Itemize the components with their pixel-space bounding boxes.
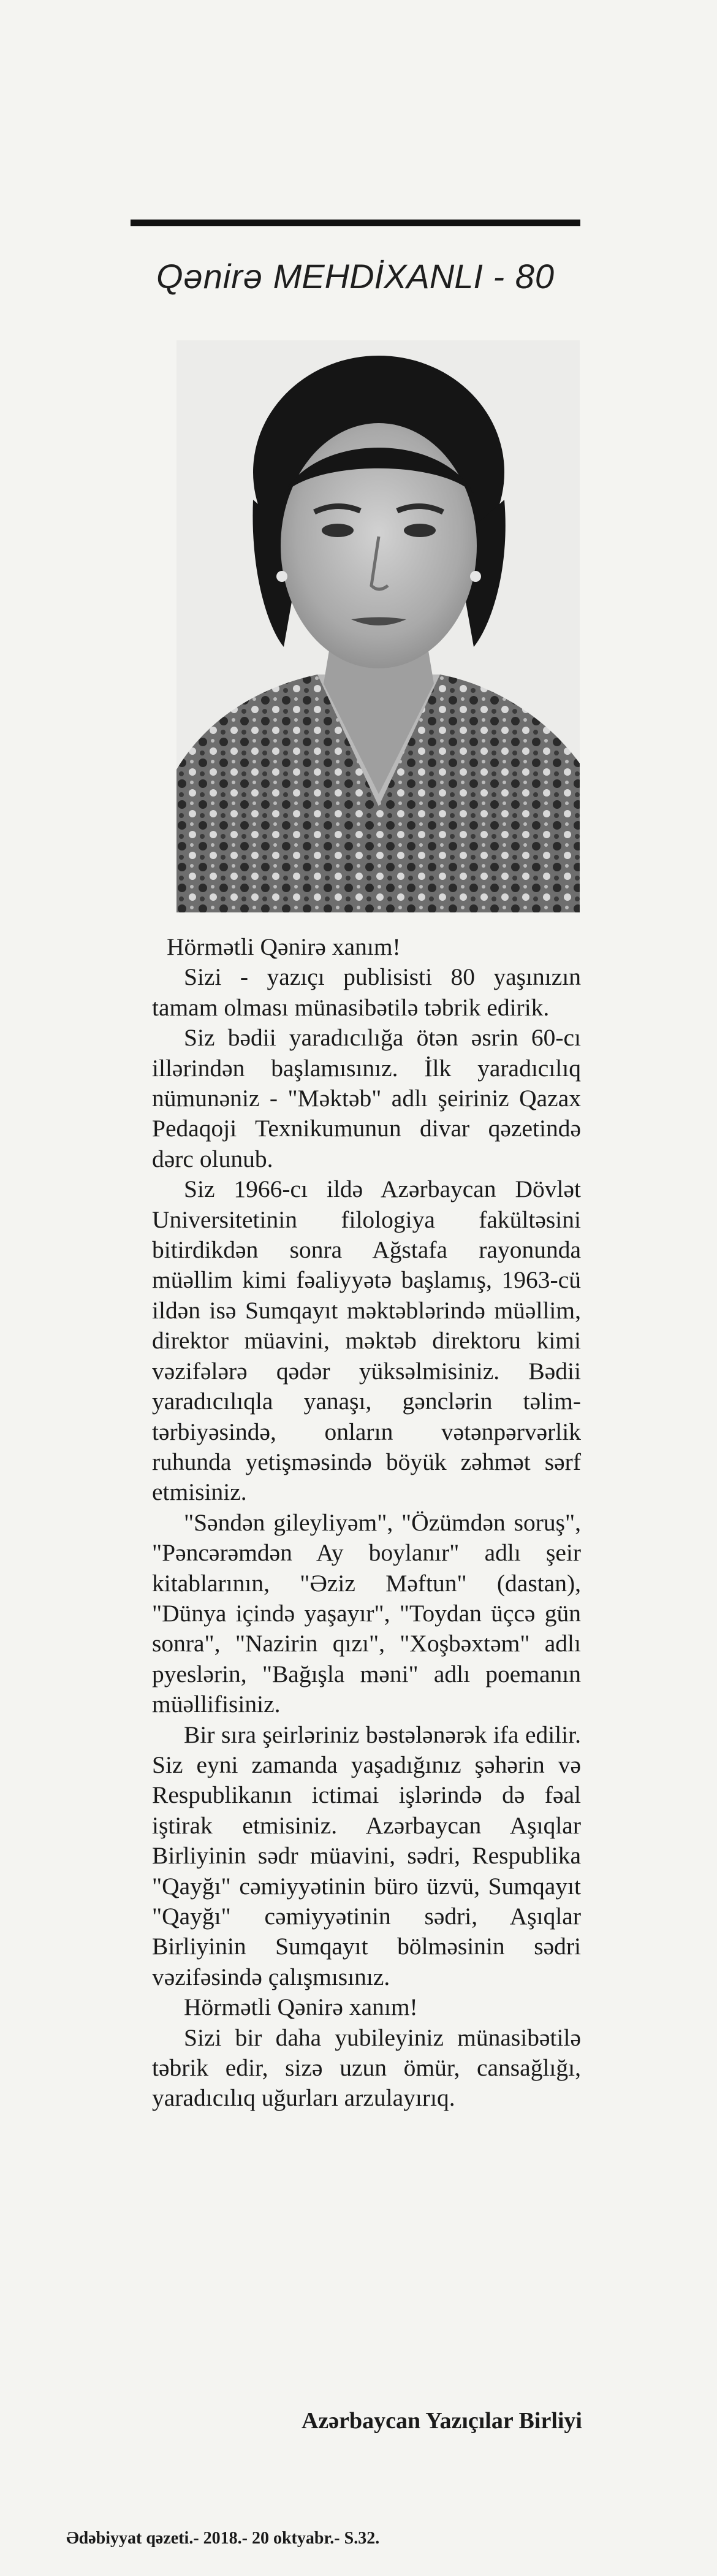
signature: Azərbaycan Yazıçılar Birliyi [301, 2408, 582, 2434]
paragraph: Sizi - yazıçı publisisti 80 yaşınızın tamam olması münasibətilə təbrik edirik. [152, 963, 581, 1021]
portrait-image [176, 340, 580, 912]
title-surname: MEHDİXANLI [273, 257, 483, 296]
paragraph: "Səndən gileyliyəm", "Özümdən soruş", "Pəncərəmdən Ay boylanır" adlı şeir kitablarının, "Əziz Məftun" (dastan), "Dünya içində yaşayır", "Toydan üçcə gün sonra", "Nazirin qızı", "Xoşbəxtəm" adlı pyeslərin, "Bağışla məni" adlı poemanın müəllifisiniz. [152, 1508, 581, 1718]
header-rule [131, 220, 580, 226]
portrait-photo [176, 340, 580, 912]
source-citation: Ədəbiyyat qəzeti.- 2018.- 20 oktyabr.- S.32. [66, 2529, 380, 2548]
greeting: Hörmətli Qənirə xanım! [167, 933, 401, 960]
article-title [123, 256, 588, 296]
title-suffix: - 80 [493, 257, 555, 296]
greeting: Hörmətli Qənirə xanım! [184, 1993, 418, 2021]
paragraph: Bir sıra şeirləriniz bəstələnərək ifa edilir. Siz eyni zamanda yaşadığınız şəhərin və Respublikanın ictimai işlərində də fəal iştirak etmisiniz. Azərbaycan Aşıqlar Birliyinin sədr müavini, sədri, Respublika "Qayğı" cəmiyyətinin büro üzvü, Sumqayıt "Qayğı" cəmiyyətinin sədri, Aşıqlar Birliyinin Sumqayıt bölməsinin sədri vəzifəsində çalışmısınız. [152, 1721, 581, 1990]
paragraph: Sizi bir daha yubileyiniz münasibətilə təbrik edir, sizə uzun ömür, cansağlığı, yaradıcılıq uğurları arzulayırıq. [152, 2024, 581, 2112]
title-first-name: Qənirə [156, 257, 264, 296]
paragraph: Siz 1966-cı ildə Azərbaycan Dövlət Universitetinin filologiya fakültəsini bitirdikdən sonra Ağstafa rayonunda müəllim kimi fəaliyyətə başlamış, 1963-cü ildən isə Sumqayıt məktəblərində müəllim, direktor müavini, məktəb direktoru kimi vəzifələrə qədər yüksəlmisiniz. Bədii yaradıcılıqla yanaşı, gənclərin təlim-tərbiyəsində, onların vətənpərvərlik ruhunda yetişməsində böyük zəhmət sərf etmisiniz. [152, 1175, 581, 1506]
article-body [152, 932, 581, 2114]
paragraph: Siz bədii yaradıcılığa ötən əsrin 60-cı illərindən başlamısınız. İlk yaradıcılıq nümunəniz - "Məktəb" adlı şeiriniz Qazax Pedaqoji Texnikumunun divar qəzetində dərc olunub. [152, 1024, 581, 1172]
